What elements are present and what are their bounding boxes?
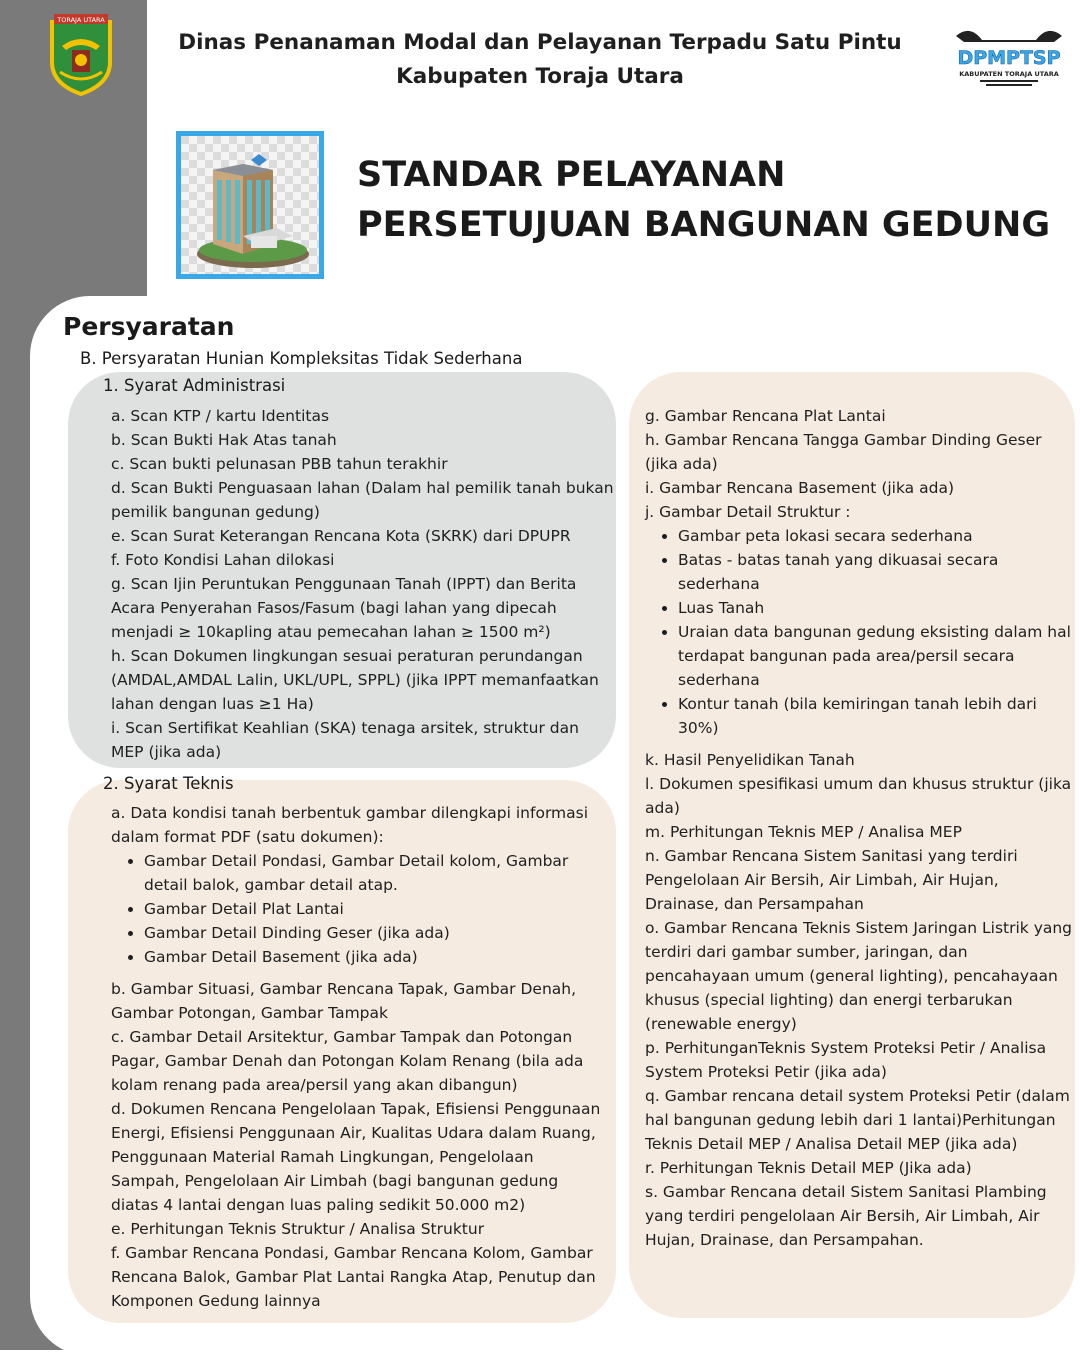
list-item: a. Data kondisi tanah berbentuk gambar dilengkapi informasi dalam format PDF (satu dokumen):	[111, 804, 589, 846]
regency-emblem-icon	[46, 12, 116, 96]
teknis-label: 2. Syarat Teknis	[103, 774, 234, 793]
list-item: c. Scan bukti pelunasan PBB tahun terakhir	[111, 455, 448, 473]
list-item: p. PerhitunganTeknis System Proteksi Petir / Analisa System Proteksi Petir (jika ada)	[645, 1039, 1047, 1081]
list-item: d. Scan Bukti Penguasaan lahan (Dalam hal pemilik tanah bukan pemilik bangunan gedung)	[111, 479, 614, 521]
bullet-item: • Uraian data bangunan gedung eksisting dalam hal terdapat bangunan pada area/persil secara sederhana	[678, 620, 1073, 692]
list-item: e. Perhitungan Teknis Struktur / Analisa Struktur	[111, 1220, 485, 1238]
bullet-item: • Gambar Detail Basement (jika ada)	[144, 945, 606, 969]
list-item: a. Scan KTP / kartu Identitas	[111, 407, 330, 425]
admin-label: 1. Syarat Administrasi	[103, 376, 286, 395]
list-item: l. Dokumen spesifikasi umum dan khusus struktur (jika ada)	[645, 775, 1072, 817]
bullet-item: • Gambar Detail Plat Lantai	[144, 897, 606, 921]
list-item: b. Gambar Situasi, Gambar Rencana Tapak, Gambar Denah, Gambar Potongan, Gambar Tampak	[111, 980, 577, 1022]
title-line2: PERSETUJUAN BANGUNAN GEDUNG	[357, 205, 1051, 245]
emblem-text: TORAJA UTARA	[57, 16, 105, 24]
list-item: n. Gambar Rencana Sistem Sanitasi yang terdiri Pengelolaan Air Bersih, Air Limbah, Air Hujan, Drainase, dan Persampahan	[645, 847, 1018, 913]
admin-list	[111, 404, 616, 764]
logo-text: DPMPTSP	[957, 47, 1061, 69]
list-item: b. Scan Bukti Hak Atas tanah	[111, 431, 337, 449]
page-title	[357, 150, 1050, 250]
building-illustration	[176, 131, 324, 279]
list-item: j. Gambar Detail Struktur :	[645, 503, 851, 521]
teknis-list	[111, 801, 606, 1313]
list-item: f. Gambar Rencana Pondasi, Gambar Rencana Kolom, Gambar Rencana Balok, Gambar Plat Lantai Rangka Atap, Penutup dan Komponen Gedung lainnya	[111, 1244, 596, 1310]
agency-name-line2: Kabupaten Toraja Utara	[396, 64, 684, 89]
building-icon	[181, 136, 319, 274]
title-line1: STANDAR PELAYANAN	[357, 155, 786, 195]
list-item: i. Scan Sertifikat Keahlian (SKA) tenaga arsitek, struktur dan MEP (jika ada)	[111, 719, 579, 761]
list-item: g. Scan Ijin Peruntukan Penggunaan Tanah (IPPT) dan Berita Acara Penyerahan Fasos/Fasum (bagi lahan yang dipecah menjadi ≥ 10kapling atau pemecahan lahan ≥ 1500 m²)	[111, 575, 577, 641]
section-subheading: B. Persyaratan Hunian Kompleksitas Tidak Sederhana	[80, 349, 523, 368]
list-item: h. Scan Dokumen lingkungan sesuai peraturan perundangan (AMDAL,AMDAL Lalin, UKL/UPL, SPPL) (jika IPPT memanfaatkan lahan dengan luas ≥1 Ha)	[111, 647, 599, 713]
list-item: s. Gambar Rencana detail Sistem Sanitasi Plambing yang terdiri pengelolaan Air Bersih, Air Limbah, Air Hujan, Drainase, dan Persampahan.	[645, 1183, 1047, 1249]
list-item: i. Gambar Rencana Basement (jika ada)	[645, 479, 954, 497]
list-item: r. Perhitungan Teknis Detail MEP (Jika ada)	[645, 1159, 972, 1177]
teknis-list-continued	[645, 404, 1073, 1252]
bullet-item: • Luas Tanah	[678, 596, 1073, 620]
structure-detail-bullets	[645, 524, 1073, 740]
logo-subtext: KABUPATEN TORAJA UTARA	[959, 70, 1059, 78]
list-item: g. Gambar Rencana Plat Lantai	[645, 407, 886, 425]
list-item: h. Gambar Rencana Tangga Gambar Dinding Geser (jika ada)	[645, 431, 1042, 473]
bullet-item: • Gambar Detail Dinding Geser (jika ada)	[144, 921, 606, 945]
list-item: k. Hasil Penyelidikan Tanah	[645, 751, 855, 769]
list-item: o. Gambar Rencana Teknis Sistem Jaringan Listrik yang terdiri dari gambar sumber, jaringan, dan pencahayaan umum (general lighting), pencahayaan khusus (special lighting) dan energi terbarukan (renewable energy)	[645, 919, 1073, 1033]
agency-name-line1: Dinas Penanaman Modal dan Pelayanan Terpadu Satu Pintu	[178, 30, 902, 55]
section-heading: Persyaratan	[63, 312, 235, 341]
list-item: f. Foto Kondisi Lahan dilokasi	[111, 551, 335, 569]
bullet-item: • Gambar peta lokasi secara sederhana	[678, 524, 1073, 548]
bullet-item: • Batas - batas tanah yang dikuasai secara sederhana	[678, 548, 1073, 596]
list-item: q. Gambar rencana detail system Proteksi Petir (dalam hal bangunan gedung lebih dari 1 lantai)Perhitungan Teknis Detail MEP / Analisa Detail MEP (jika ada)	[645, 1087, 1070, 1153]
teknis-a-bullets	[111, 849, 606, 969]
bullet-item: • Gambar Detail Pondasi, Gambar Detail kolom, Gambar detail balok, gambar detail atap.	[144, 849, 606, 897]
list-item: e. Scan Surat Keterangan Rencana Kota (SKRK) dari DPUPR	[111, 527, 571, 545]
list-item: d. Dokumen Rencana Pengelolaan Tapak, Efisiensi Penggunaan Energi, Efisiensi Penggunaan Air, Kualitas Udara dalam Ruang, Penggunaan Material Ramah Lingkungan, Pengelolaan Sampah, Pengelolaan Air Limbah (bagi bangunan gedung diatas 4 lantai dengan luas paling sedikit 50.000 m2)	[111, 1100, 601, 1214]
list-item: m. Perhitungan Teknis MEP / Analisa MEP	[645, 823, 962, 841]
bullet-item: • Kontur tanah (bila kemiringan tanah lebih dari 30%)	[678, 692, 1073, 740]
list-item: c. Gambar Detail Arsitektur, Gambar Tampak dan Potongan Pagar, Gambar Denah dan Potongan Kolam Renang (bila ada kolam renang pada area/persil yang akan dibangun)	[111, 1028, 584, 1094]
dpmptsp-logo-icon	[950, 22, 1068, 92]
